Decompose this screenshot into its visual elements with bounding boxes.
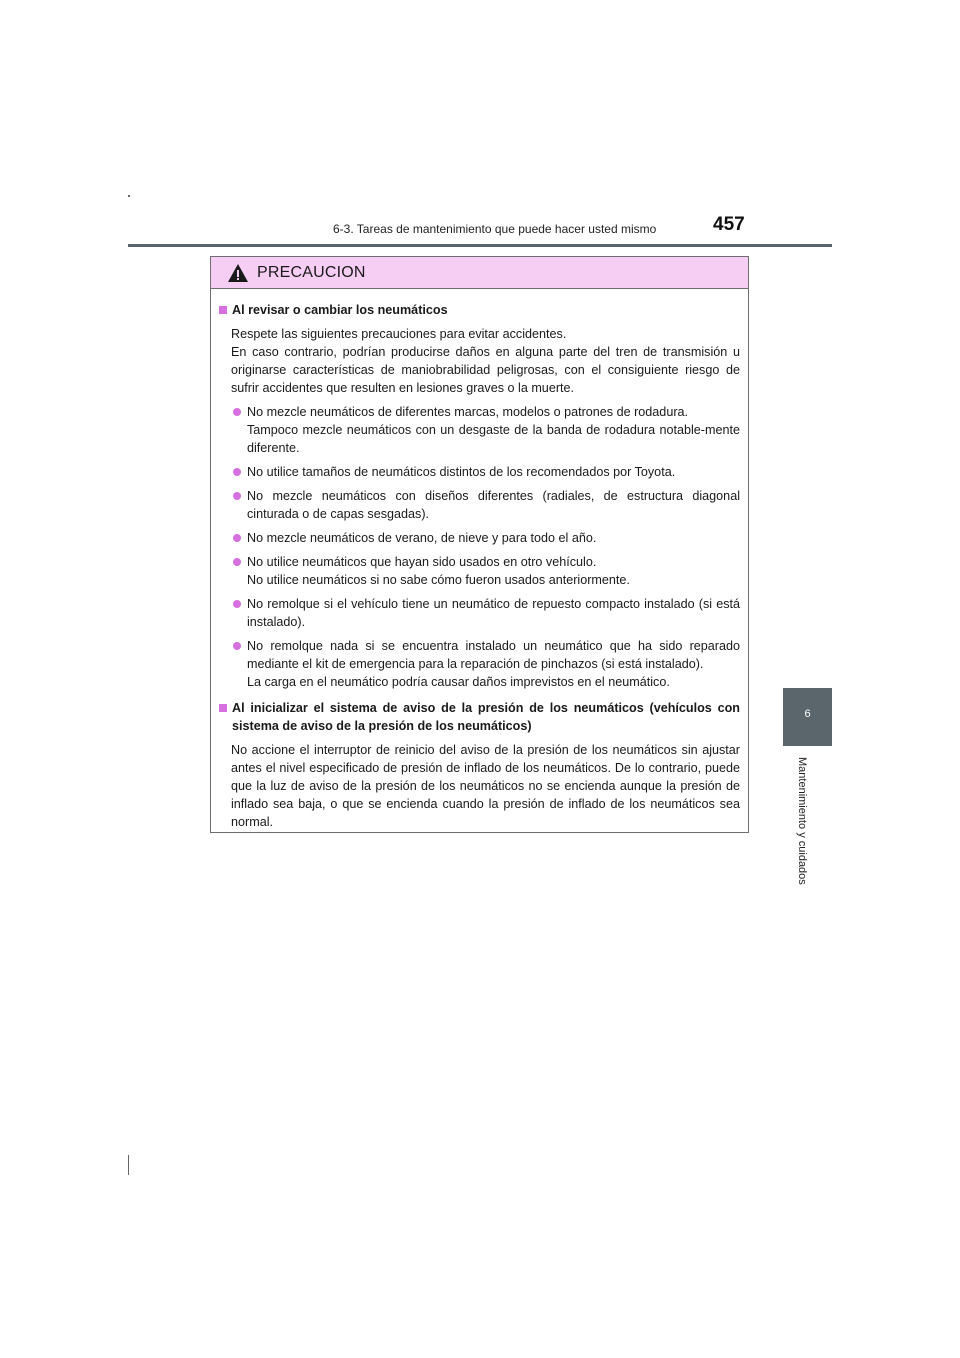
page-number: 457 <box>713 214 745 235</box>
list-item-line: Tampoco mezcle neumáticos con un desgaste de la banda de rodadura notable-mente diferente. <box>247 423 740 455</box>
list-item-text <box>247 463 740 481</box>
section-heading <box>219 301 740 319</box>
header-section-title: 6-3. Tareas de mantenimiento que puede hacer usted mismo <box>333 222 657 236</box>
list-item-line: La carga en el neumático podría causar daños imprevistos en el neumático. <box>247 675 670 689</box>
round-bullet-icon <box>233 642 241 650</box>
caution-box <box>210 256 749 833</box>
list-item <box>231 553 740 589</box>
chapter-label: Mantenimiento y cuidados <box>796 757 808 885</box>
section-heading <box>219 699 740 735</box>
crop-mark <box>128 1155 129 1175</box>
list-item-text <box>247 595 740 631</box>
list-item <box>231 637 740 691</box>
crop-mark <box>128 195 130 197</box>
round-bullet-icon <box>233 534 241 542</box>
list-item-line: No mezcle neumáticos de verano, de nieve y para todo el año. <box>247 531 597 545</box>
caution-body <box>211 289 748 831</box>
list-item-text <box>247 529 740 547</box>
list-item-text <box>247 487 740 523</box>
warning-triangle-icon <box>227 263 249 283</box>
caution-section <box>219 699 740 831</box>
list-item <box>231 595 740 631</box>
chapter-number: 6 <box>804 708 811 720</box>
list-item-text <box>247 403 740 457</box>
caution-section <box>219 301 740 691</box>
caution-header <box>211 257 748 289</box>
square-bullet-icon <box>219 704 227 712</box>
chapter-tab <box>783 688 832 746</box>
header-rule <box>128 244 832 247</box>
round-bullet-icon <box>233 492 241 500</box>
list-item-text <box>247 637 740 691</box>
caution-title: PRECAUCION <box>257 263 366 281</box>
list-item <box>231 487 740 523</box>
section-heading-text: Al revisar o cambiar los neumáticos <box>232 303 448 317</box>
list-item-line: No remolque si el vehículo tiene un neumático de repuesto compacto instalado (si está instalado). <box>247 597 740 629</box>
list-item-line: No utilice neumáticos que hayan sido usados en otro vehículo. <box>247 555 597 569</box>
round-bullet-icon <box>233 468 241 476</box>
paragraph: En caso contrario, podrían producirse daños en alguna parte del tren de transmisión u originarse características de maniobrabilidad peligrosas, con el consiguiente riesgo de sufrir accidentes que resulten en lesiones graves o la muerte. <box>231 345 740 395</box>
list-item-line: No utilice neumáticos si no sabe cómo fueron usados anteriormente. <box>247 573 630 587</box>
list-item <box>231 403 740 457</box>
list-item-line: No utilice tamaños de neumáticos distintos de los recomendados por Toyota. <box>247 465 676 479</box>
round-bullet-icon <box>233 408 241 416</box>
list-item <box>231 529 740 547</box>
round-bullet-icon <box>233 558 241 566</box>
square-bullet-icon <box>219 306 227 314</box>
paragraph: Respete las siguientes precauciones para evitar accidentes. <box>231 327 567 341</box>
list-item <box>231 463 740 481</box>
list-item-line: No mezcle neumáticos con diseños diferentes (radiales, de estructura diagonal cinturada o de capas sesgadas). <box>247 489 740 521</box>
paragraph: No accione el interruptor de reinicio del aviso de la presión de los neumáticos sin ajustar antes el nivel especificado de presión de inflado de los neumáticos. De lo contrario, puede que la luz de aviso de la presión de los neumáticos no se encienda aunque la presión de inflado sea baja, o que se encienda cuando la presión de inflado de los neumáticos sea normal. <box>231 743 740 829</box>
section-heading-text: Al inicializar el sistema de aviso de la presión de los neumáticos (vehículos con sistema de aviso de la presión de los neumáticos) <box>232 701 740 733</box>
list-item-text <box>247 553 740 589</box>
round-bullet-icon <box>233 600 241 608</box>
list-item-line: No remolque nada si se encuentra instalado un neumático que ha sido reparado mediante el kit de emergencia para la reparación de pinchazos (si está instalado). <box>247 639 740 671</box>
list-item-line: No mezcle neumáticos de diferentes marcas, modelos o patrones de rodadura. <box>247 405 689 419</box>
